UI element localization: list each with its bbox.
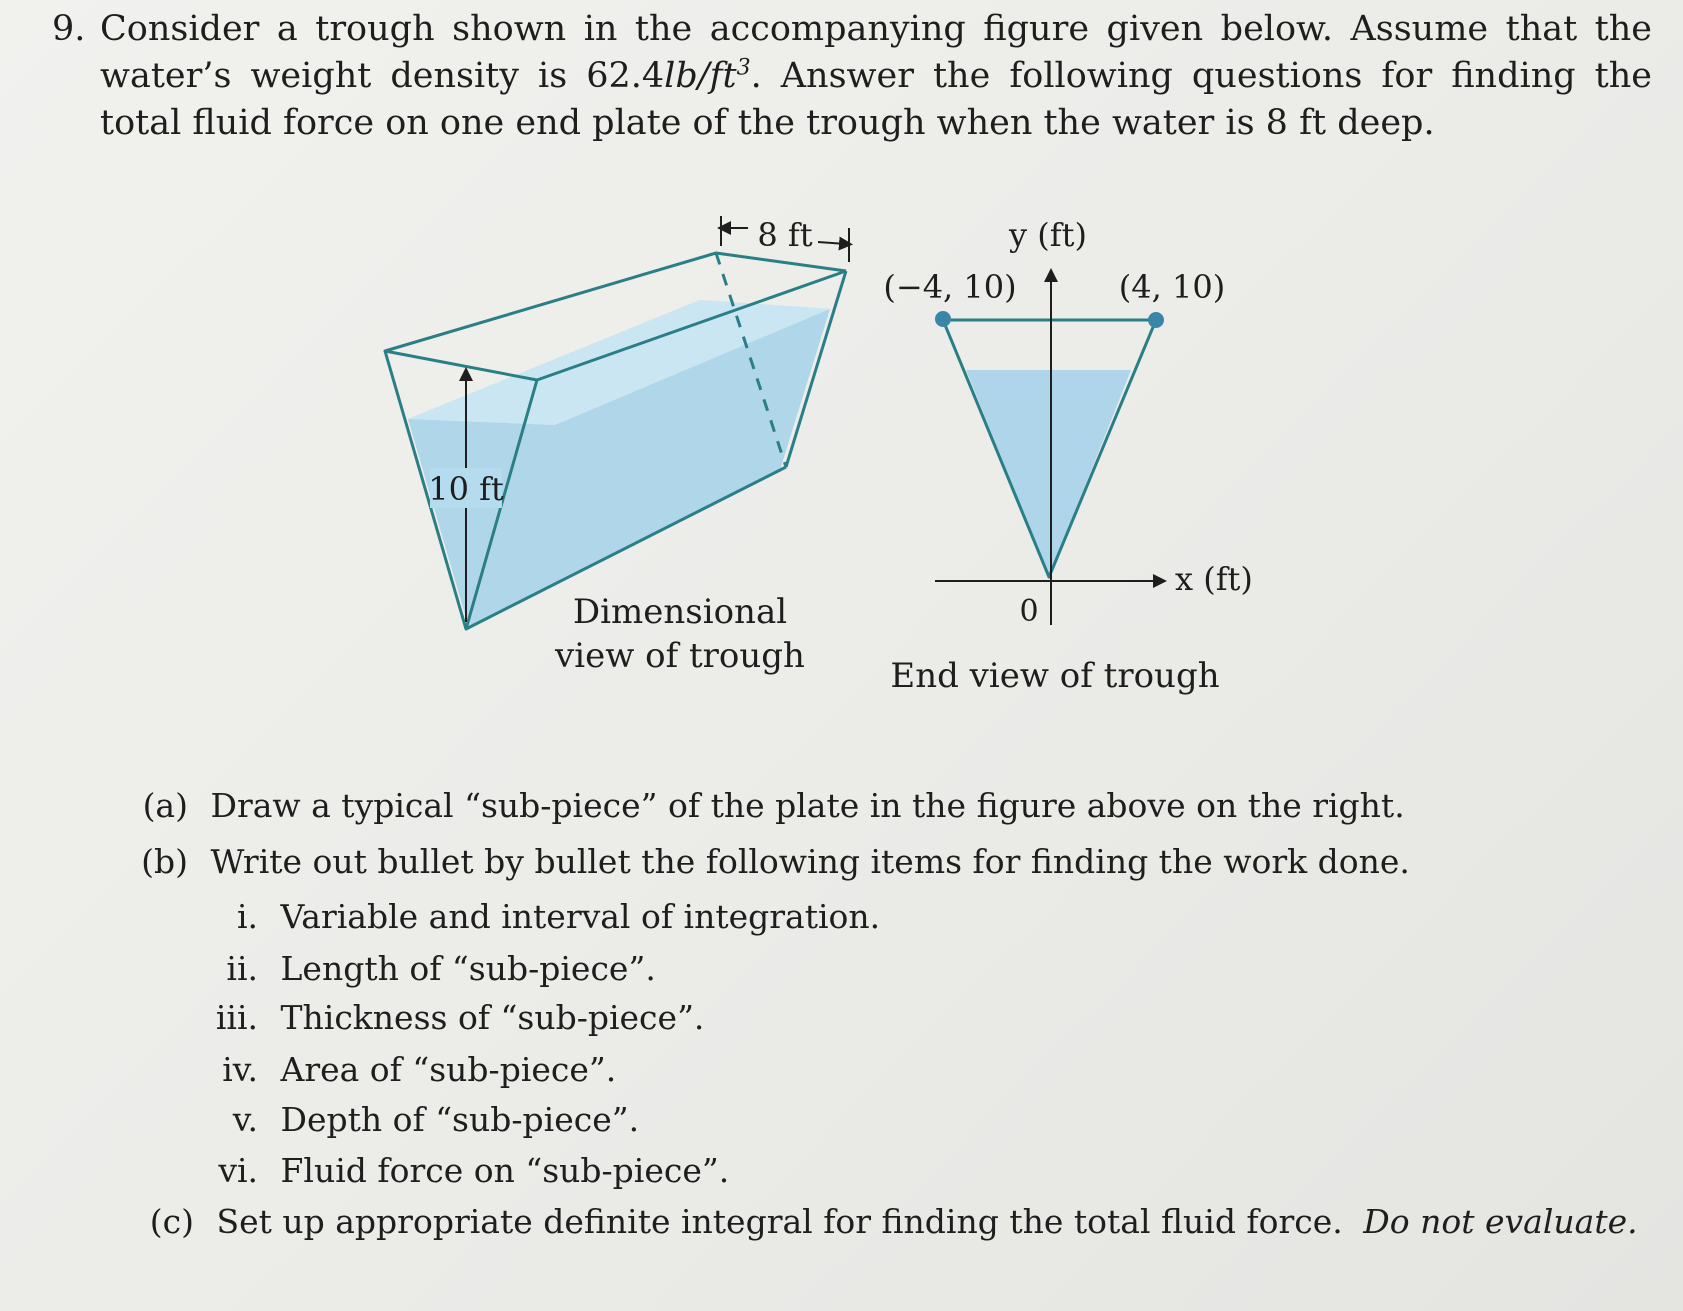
- density-unit-exponent: 3: [736, 55, 751, 81]
- part-b-label: (b): [141, 842, 188, 881]
- problem-number: 9.: [52, 9, 86, 49]
- item-text: Fluid force on “sub-piece”.: [280, 1151, 730, 1190]
- point-right-marker: [1148, 312, 1164, 328]
- point-left-label: (−4, 10): [883, 268, 1017, 306]
- part-c: [138, 1202, 1638, 1241]
- width-label: 8 ft: [757, 216, 813, 254]
- item-label: iii.: [215, 998, 258, 1037]
- part-b-item-4: [200, 1050, 616, 1089]
- part-b-item-3: [200, 998, 704, 1037]
- item-label: iv.: [222, 1050, 258, 1089]
- problem-intro: Consider a trough shown in the accompanying figure given below. Assume that the water’s weight density is 62.4: [100, 9, 1652, 96]
- end-view-water: [966, 370, 1131, 577]
- height-label: 10 ft: [428, 470, 504, 508]
- density-unit: $lb/ft^3$: [664, 55, 751, 96]
- part-c-emphasis: Do not evaluate.: [1363, 1202, 1638, 1241]
- part-a: [132, 786, 1405, 825]
- part-b-item-6: [200, 1151, 729, 1190]
- y-axis-label: y (ft): [1009, 216, 1087, 254]
- part-b-item-5: [200, 1100, 639, 1139]
- point-right-label: (4, 10): [1118, 268, 1226, 306]
- part-c-text: Set up appropriate definite integral for finding the total fluid force.: [216, 1202, 1343, 1241]
- width-dim-right-arrow: [818, 242, 846, 244]
- item-text: Variable and interval of integration.: [280, 897, 881, 936]
- item-text: Thickness of “sub-piece”.: [280, 998, 705, 1037]
- dimensional-caption-line1: Dimensional: [572, 592, 788, 632]
- end-view-caption: End view of trough: [890, 656, 1220, 696]
- point-left-marker: [935, 311, 951, 327]
- dimensional-view: [385, 216, 849, 629]
- x-axis-label: x (ft): [1175, 560, 1253, 598]
- part-b-item-1: [200, 897, 880, 936]
- part-b-text: Write out bullet by bullet the following items for finding the work done.: [210, 842, 1410, 881]
- item-label: ii.: [226, 949, 258, 988]
- dimensional-caption: [555, 590, 805, 678]
- item-text: Length of “sub-piece”.: [280, 949, 656, 988]
- item-label: i.: [236, 897, 258, 936]
- part-a-text: Draw a typical “sub-piece” of the plate in the figure above on the right.: [210, 786, 1405, 825]
- dimensional-caption-line2: view of trough: [555, 636, 805, 676]
- part-b-item-2: [200, 949, 656, 988]
- part-b: [132, 842, 1410, 881]
- end-view: [883, 216, 1252, 629]
- origin-label: 0: [1019, 594, 1039, 629]
- item-label: vi.: [218, 1151, 258, 1190]
- part-a-label: (a): [142, 786, 188, 825]
- item-text: Depth of “sub-piece”.: [280, 1100, 640, 1139]
- item-text: Area of “sub-piece”.: [280, 1050, 617, 1089]
- part-c-label: (c): [149, 1202, 194, 1241]
- item-label: v.: [232, 1100, 258, 1139]
- problem-rest: . Answer the following questions for finding the total fluid force on one end plate of the trough when the water is 8 ft deep.: [100, 56, 1652, 143]
